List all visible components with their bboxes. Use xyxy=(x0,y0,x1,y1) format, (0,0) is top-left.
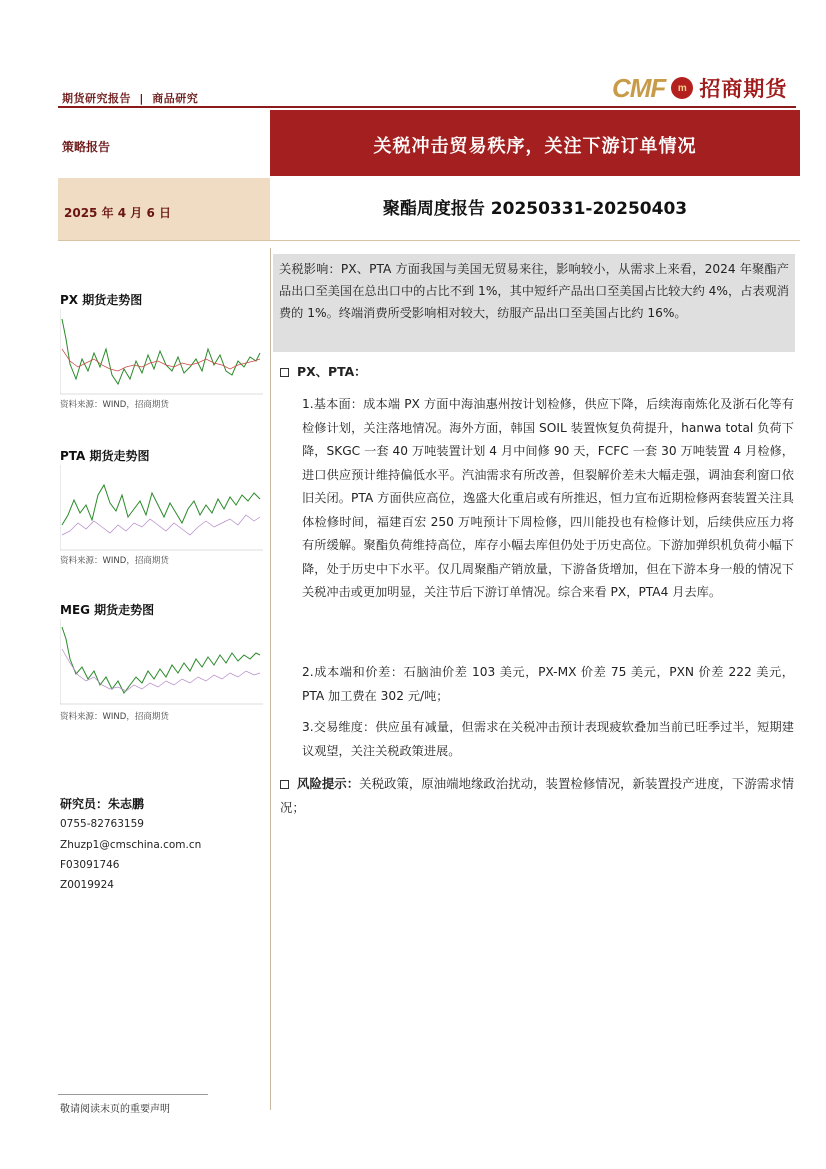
summary-box xyxy=(273,254,795,352)
header-breadcrumb xyxy=(62,90,198,106)
pta-chart xyxy=(60,465,263,551)
risk-section xyxy=(280,772,794,819)
paragraph-1: 1.基本面：成本端 PX 方面中海油惠州按计划检修，供应下降，后续海南炼化及浙石化等有检修计划，关注落地情况。海外方面，韩国 SOIL 装置恢复负荷提升，hanwa total 负荷下降，SKGC 一套 40 万吨装置计划 4 月中间修 90 天，FCFC 一套 30 万吨装置 4 月检修，进口供应预计维持偏低水平。汽油需求有所改善，但裂解价差未大幅走强，调油套利窗口依旧关闭。PTA 方面供应高位，逸盛大化重启或有所推迟，恒力宣布近期检修两套装置关注具体检修时间，福建百宏 250 万吨预计下周检修，四川能投也有检修计划，后续供应压力将有所缓解。聚酯负荷维持高位，库存小幅去库但仍处于历史高位。下游加弹织机负荷小幅下降，处于历史中下水平。仅几周聚酯产销放量，下游备货增加，但在下游本身一般的情况下关税冲击或更加明显，关注节后下游订单情况。综合来看 PX，PTA4 月去库。 xyxy=(302,397,794,599)
analyst-label: 研究员：朱志鹏 xyxy=(60,797,145,811)
meg-chart-svg xyxy=(60,619,263,705)
risk-label: 风险提示： xyxy=(297,776,360,791)
meg-price-line xyxy=(62,627,260,693)
square-bullet-icon xyxy=(280,780,289,789)
paragraph-fundamentals xyxy=(302,393,794,605)
header-subcategory: 商品研究 xyxy=(152,92,199,105)
px-chart-source: 资料来源：WIND，招商期货 xyxy=(60,400,169,410)
paragraph-2: 2.成本端和价差：石脑油价差 103 美元，PX-MX 价差 75 美元，PXN 价差 222 美元，PTA 加工费在 302 元/吨； xyxy=(302,665,794,703)
px-chart-title: PX 期货走势图 xyxy=(60,293,143,307)
company-logo xyxy=(612,74,787,102)
band-rule xyxy=(58,240,800,241)
pta-chart-title: PTA 期货走势图 xyxy=(60,449,150,463)
analyst-license-2: Z0019924 xyxy=(60,879,114,891)
report-subtitle: 聚酯周度报告 20250331-20250403 xyxy=(382,199,688,219)
section-px-pta xyxy=(280,360,367,384)
pta-chart-svg xyxy=(60,465,263,551)
paragraph-trading xyxy=(302,716,794,763)
report-date: 2025 年 4 月 6 日 xyxy=(64,206,171,220)
meg-chart-title: MEG 期货走势图 xyxy=(60,603,155,617)
report-type: 策略报告 xyxy=(62,140,111,154)
logo-latin: CMF xyxy=(612,72,666,103)
header-category: 期货研究报告 xyxy=(62,92,131,105)
footer-disclaimer: 敬请阅读末页的重要声明 xyxy=(60,1104,170,1115)
meg-chart xyxy=(60,619,263,705)
risk-text: 关税政策，原油端地缘政治扰动，装置检修情况，新装置投产进度，下游需求情况； xyxy=(280,776,795,815)
column-divider xyxy=(270,248,271,1110)
paragraph-cost xyxy=(302,661,794,708)
footer-rule xyxy=(58,1094,208,1095)
summary-text: 关税影响：PX、PTA 方面我国与美国无贸易来往，影响较小，从需求上来看，2024 年聚酯产品出口至美国在总出口中的占比不到 1%，其中短纤产品出口至美国占比较大约 4%，占表观消费的 1%。终端消费所受影响相对较大，纺服产品出口至美国占比约 16%。 xyxy=(279,262,789,320)
analyst-phone: 0755-82763159 xyxy=(60,818,144,830)
paragraph-3: 3.交易维度：供应虽有减量，但需求在关税冲击预计表现疲软叠加当前已旺季过半，短期建议观望，关注关税政策进展。 xyxy=(302,720,794,758)
meg-chart-source: 资料来源：WIND，招商期货 xyxy=(60,712,169,722)
px-chart xyxy=(60,309,263,395)
header-rule xyxy=(58,106,796,108)
logo-badge-icon: m xyxy=(671,77,693,99)
header-separator: | xyxy=(139,92,144,105)
report-title: 关税冲击贸易秩序，关注下游订单情况 xyxy=(373,136,697,157)
analyst-email[interactable]: Zhuzp1@cmschina.com.cn xyxy=(60,839,202,851)
logo-cn: 招商期货 xyxy=(699,77,788,101)
section-heading: PX、PTA： xyxy=(297,364,367,379)
px-price-line xyxy=(62,319,260,384)
analyst-license-1: F03091746 xyxy=(60,859,120,871)
square-bullet-icon xyxy=(280,368,289,377)
px-chart-svg xyxy=(60,309,263,395)
pta-chart-source: 资料来源：WIND，招商期货 xyxy=(60,556,169,566)
title-bar xyxy=(270,110,800,176)
